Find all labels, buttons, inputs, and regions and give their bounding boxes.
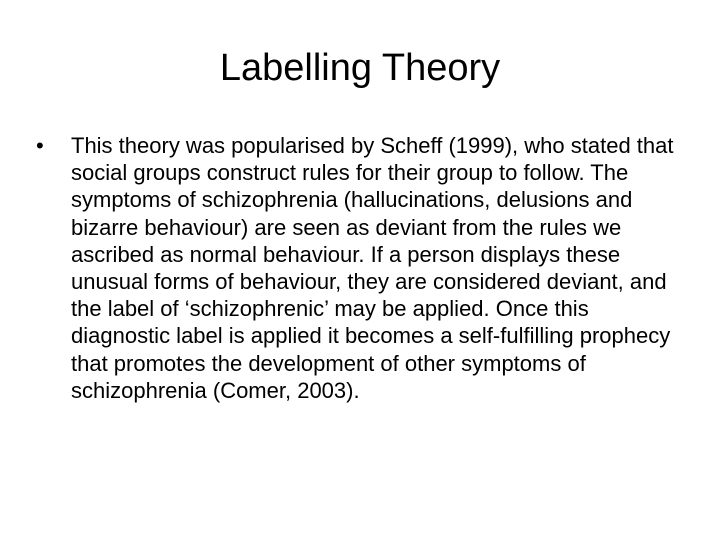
slide-body [36, 132, 682, 404]
bullet-icon: • [36, 133, 44, 158]
slide-title: Labelling Theory [219, 47, 501, 89]
bullet-text: This theory was popularised by Scheff (1999), who stated that social groups construct rules for their group to follow. The symptoms of schizophrenia (hallucinations, delusions and bizarre behaviour) are seen as deviant from the rules we ascribed as normal behaviour. If a person displays these unusual forms of behaviour, they are considered deviant, and the label of ‘schizophrenic’ may be applied. Once this diagnostic label is applied it becomes a self-fulfilling prophecy that promotes the development of other symptoms of schizophrenia (Comer, 2003). [71, 133, 674, 403]
bullet-item [36, 132, 682, 404]
